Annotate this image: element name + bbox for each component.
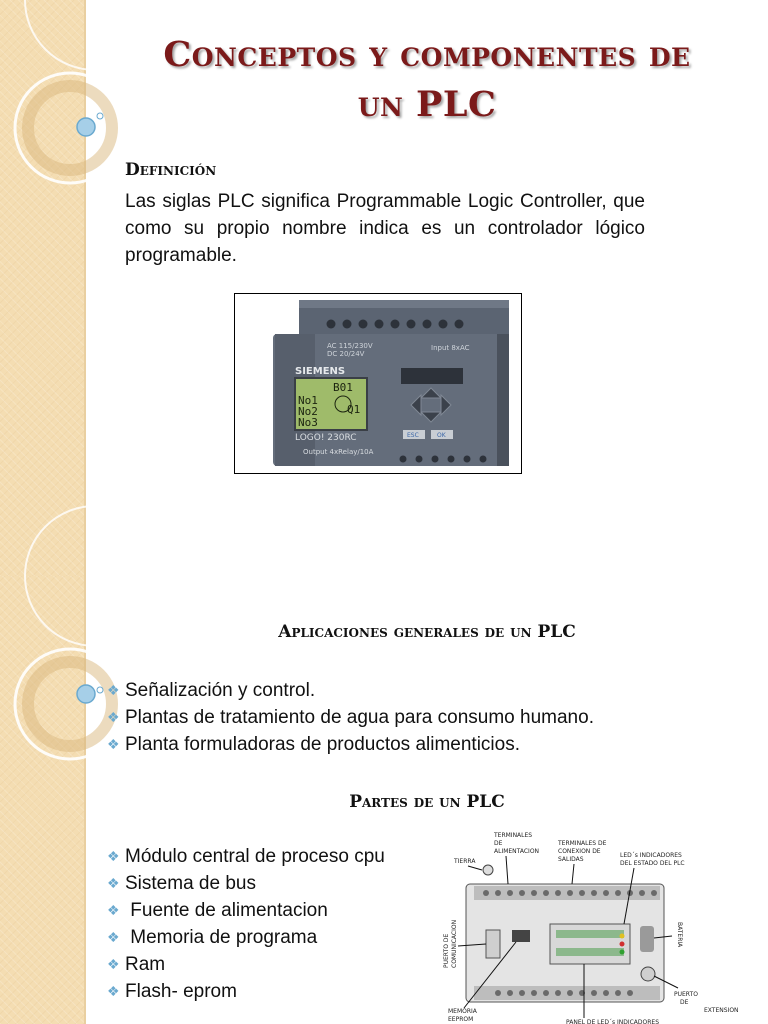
diamond-bullet-icon: ❖ bbox=[107, 902, 120, 918]
plc-ok-key: OK bbox=[437, 432, 446, 439]
plc-model: LOGO! 230RC bbox=[295, 433, 357, 443]
diamond-bullet-icon: ❖ bbox=[107, 736, 120, 752]
list-item: ❖ Plantas de tratamiento de agua para consumo humano. bbox=[107, 706, 594, 728]
applications-list bbox=[107, 677, 594, 758]
list-item: ❖ Señalización y control. bbox=[107, 679, 316, 701]
label-memoria-2: EEPROM bbox=[448, 1016, 474, 1023]
list-item: ❖ Módulo central de proceso cpu bbox=[107, 845, 385, 867]
label-terminales-alim-1: TERMINALES bbox=[494, 832, 533, 839]
plc-esc-key: ESC bbox=[407, 432, 419, 439]
plc-photo bbox=[234, 293, 522, 474]
label-tierra: TIERRA bbox=[454, 858, 476, 865]
title-line-2: un PLC bbox=[357, 84, 497, 125]
label-puerto-com-2: COMUNICACION bbox=[451, 919, 458, 968]
list-item: ❖ Sistema de bus bbox=[107, 872, 256, 894]
diamond-bullet-icon: ❖ bbox=[107, 848, 120, 864]
plc-top-label-2: DC 20/24V bbox=[327, 350, 365, 358]
label-memoria-1: MEMORIA bbox=[448, 1008, 477, 1015]
label-puerto-ext-2: DE bbox=[680, 999, 689, 1006]
diamond-bullet-icon: ❖ bbox=[107, 709, 120, 725]
label-puerto-ext-1: PUERTO bbox=[674, 991, 698, 998]
plc-top-label-1: AC 115/230V bbox=[327, 342, 373, 350]
list-item: ❖ Planta formuladoras de productos alimenticios. bbox=[107, 733, 520, 755]
plc-top-label-3: Input 8xAC bbox=[431, 344, 470, 352]
list-item: ❖ Flash- eprom bbox=[107, 980, 237, 1002]
plc-bottom-label: Output 4xRelay/10A bbox=[303, 448, 374, 456]
parts-list bbox=[107, 843, 385, 1005]
parts-heading: Partes de un PLC bbox=[349, 792, 505, 812]
label-terminales-salidas-2: CONEXION DE bbox=[558, 848, 601, 855]
list-item: ❖ Memoria de programa bbox=[107, 926, 318, 948]
label-terminales-alim-3: ALIMENTACION bbox=[494, 848, 540, 855]
lcd-line-no1: No1 bbox=[298, 394, 318, 407]
diamond-bullet-icon: ❖ bbox=[107, 956, 120, 972]
applications-heading: Aplicaciones generales de un PLC bbox=[278, 622, 576, 642]
label-terminales-salidas-1: TERMINALES DE bbox=[558, 840, 607, 847]
definition-text: Las siglas PLC significa Programmable Logic Controller, que como su propio nombre indica es un controlador lógico programable. bbox=[125, 191, 645, 266]
plc-parts-diagram bbox=[434, 826, 739, 1024]
diamond-bullet-icon: ❖ bbox=[107, 929, 120, 945]
lcd-line-no2: No2 bbox=[298, 405, 318, 418]
plc-brand: SIEMENS bbox=[295, 366, 346, 377]
lcd-line-no3: No3 bbox=[298, 416, 318, 429]
lcd-line-q1: Q1 bbox=[347, 403, 361, 416]
label-bateria: BATERIA bbox=[676, 922, 683, 948]
label-leds-2: DEL ESTADO DEL PLC bbox=[620, 860, 685, 867]
title-line-1: Conceptos y componentes de bbox=[163, 34, 691, 75]
page-title bbox=[86, 30, 768, 130]
list-item: ❖ Fuente de alimentacion bbox=[107, 899, 328, 921]
label-leds-1: LED´s INDICADORES bbox=[620, 852, 682, 859]
diamond-bullet-icon: ❖ bbox=[107, 682, 120, 698]
label-puerto-com-1: PUERTO DE bbox=[443, 933, 450, 968]
definition-heading: Definición bbox=[125, 160, 217, 180]
lcd-line-b01: B01 bbox=[333, 381, 353, 394]
label-puerto-ext-3: EXTENSION bbox=[704, 1007, 739, 1014]
list-item: ❖ Ram bbox=[107, 953, 166, 975]
diamond-bullet-icon: ❖ bbox=[107, 983, 120, 999]
label-terminales-alim-2: DE bbox=[494, 840, 503, 847]
label-terminales-salidas-3: SALIDAS bbox=[558, 856, 584, 863]
label-panel: PANEL DE LED´s INDICADORES bbox=[566, 1019, 660, 1024]
diamond-bullet-icon: ❖ bbox=[107, 875, 120, 891]
